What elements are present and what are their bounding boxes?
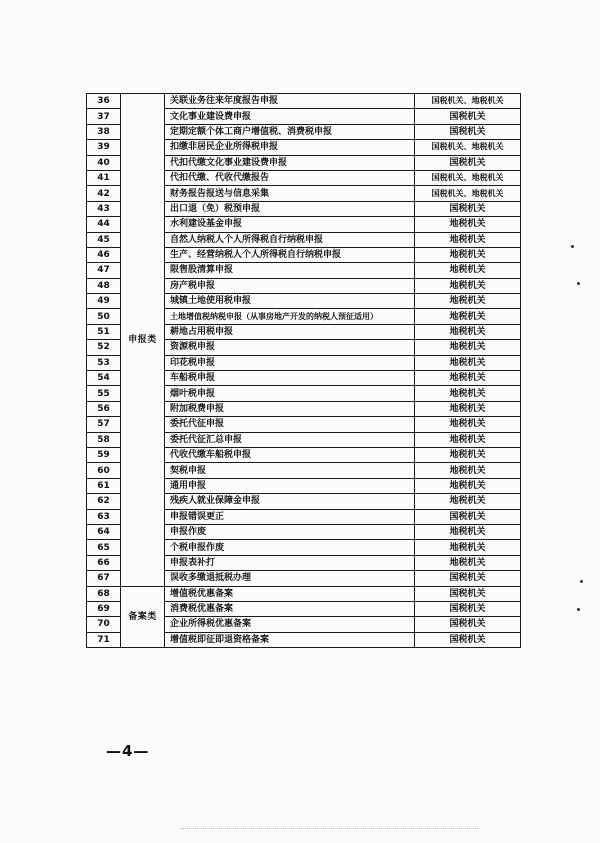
responsible-authority: 地税机关 (415, 278, 521, 293)
row-number: 70 (87, 617, 121, 632)
responsible-authority: 国税机关、地税机关 (415, 140, 521, 155)
service-item: 印花税申报 (165, 355, 415, 370)
row-number: 69 (87, 601, 121, 616)
scan-speck (571, 245, 574, 248)
service-item: 文化事业建设费申报 (165, 109, 415, 124)
responsible-authority: 国税机关 (415, 601, 521, 616)
row-number: 61 (87, 478, 121, 493)
row-number: 60 (87, 463, 121, 478)
responsible-authority: 地税机关 (415, 247, 521, 262)
service-item: 代扣代缴文化事业建设费申报 (165, 155, 415, 170)
service-item: 土地增值税纳税申报（从事房地产开发的纳税人预征适用） (165, 309, 415, 324)
row-number: 41 (87, 170, 121, 185)
responsible-authority: 国税机关、地税机关 (415, 94, 521, 109)
service-item: 耕地占用税申报 (165, 324, 415, 339)
responsible-authority: 国税机关、地税机关 (415, 186, 521, 201)
responsible-authority: 地税机关 (415, 355, 521, 370)
row-number: 67 (87, 571, 121, 586)
service-item: 生产、经营纳税人个人所得税自行纳税申报 (165, 247, 415, 262)
row-number: 57 (87, 417, 121, 432)
responsible-authority: 地税机关 (415, 340, 521, 355)
row-number: 50 (87, 309, 121, 324)
service-item: 企业所得税优惠备案 (165, 617, 415, 632)
service-item: 申报作废 (165, 524, 415, 539)
responsible-authority: 地税机关 (415, 432, 521, 447)
row-number: 65 (87, 540, 121, 555)
table-row (87, 586, 521, 601)
service-item: 水利建设基金申报 (165, 217, 415, 232)
service-item: 增值税优惠备案 (165, 586, 415, 601)
responsible-authority: 国税机关、地税机关 (415, 170, 521, 185)
row-number: 71 (87, 632, 121, 647)
tax-service-table (86, 93, 521, 648)
row-number: 68 (87, 586, 121, 601)
responsible-authority: 地税机关 (415, 324, 521, 339)
service-item: 烟叶税申报 (165, 386, 415, 401)
responsible-authority: 地税机关 (415, 463, 521, 478)
row-number: 36 (87, 94, 121, 109)
service-item: 资源税申报 (165, 340, 415, 355)
responsible-authority: 国税机关 (415, 509, 521, 524)
row-number: 49 (87, 294, 121, 309)
service-item: 自然人纳税人个人所得税自行纳税申报 (165, 232, 415, 247)
responsible-authority: 国税机关 (415, 124, 521, 139)
responsible-authority: 地税机关 (415, 555, 521, 570)
service-item: 代扣代缴、代收代缴报告 (165, 170, 415, 185)
responsible-authority: 国税机关 (415, 617, 521, 632)
category-filing: 备案类 (121, 586, 165, 648)
row-number: 43 (87, 201, 121, 216)
responsible-authority: 国税机关 (415, 109, 521, 124)
service-item: 财务报告报送与信息采集 (165, 186, 415, 201)
row-number: 42 (87, 186, 121, 201)
row-number: 55 (87, 386, 121, 401)
responsible-authority: 地税机关 (415, 417, 521, 432)
responsible-authority: 地税机关 (415, 263, 521, 278)
row-number: 37 (87, 109, 121, 124)
row-number: 45 (87, 232, 121, 247)
service-item: 误收多缴退抵税办理 (165, 571, 415, 586)
service-item: 扣缴非居民企业所得税申报 (165, 140, 415, 155)
row-number: 56 (87, 401, 121, 416)
responsible-authority: 国税机关 (415, 632, 521, 647)
row-number: 46 (87, 247, 121, 262)
scan-speck (580, 580, 583, 583)
responsible-authority: 地税机关 (415, 309, 521, 324)
responsible-authority: 地税机关 (415, 540, 521, 555)
service-item: 定期定额个体工商户增值税、消费税申报 (165, 124, 415, 139)
service-item: 城镇土地使用税申报 (165, 294, 415, 309)
row-number: 51 (87, 324, 121, 339)
row-number: 64 (87, 524, 121, 539)
service-item: 申报表补打 (165, 555, 415, 570)
row-number: 48 (87, 278, 121, 293)
service-item: 申报错误更正 (165, 509, 415, 524)
responsible-authority: 国税机关 (415, 571, 521, 586)
service-item: 消费税优惠备案 (165, 601, 415, 616)
responsible-authority: 地税机关 (415, 524, 521, 539)
service-item: 残疾人就业保障金申报 (165, 494, 415, 509)
responsible-authority: 地税机关 (415, 232, 521, 247)
row-number: 59 (87, 447, 121, 462)
service-item: 个税申报作废 (165, 540, 415, 555)
category-declaration: 申报类 (121, 94, 165, 587)
service-item: 附加税费申报 (165, 401, 415, 416)
scan-edge-artifact (180, 828, 480, 830)
scan-speck (577, 608, 580, 611)
row-number: 63 (87, 509, 121, 524)
row-number: 40 (87, 155, 121, 170)
service-item: 代收代缴车船税申报 (165, 447, 415, 462)
row-number: 53 (87, 355, 121, 370)
tax-table-body (87, 94, 521, 648)
service-item: 出口退（免）税预申报 (165, 201, 415, 216)
service-item: 委托代征申报 (165, 417, 415, 432)
service-item: 限售股清算申报 (165, 263, 415, 278)
responsible-authority: 国税机关 (415, 201, 521, 216)
row-number: 58 (87, 432, 121, 447)
service-item: 车船税申报 (165, 371, 415, 386)
service-item: 委托代征汇总申报 (165, 432, 415, 447)
scan-speck (577, 282, 580, 285)
responsible-authority: 地税机关 (415, 371, 521, 386)
row-number: 52 (87, 340, 121, 355)
service-item: 关联业务往来年度报告申报 (165, 94, 415, 109)
responsible-authority: 国税机关 (415, 155, 521, 170)
row-number: 39 (87, 140, 121, 155)
responsible-authority: 地税机关 (415, 386, 521, 401)
row-number: 47 (87, 263, 121, 278)
row-number: 54 (87, 371, 121, 386)
service-item: 通用申报 (165, 478, 415, 493)
responsible-authority: 地税机关 (415, 447, 521, 462)
service-item: 增值税即征即退资格备案 (165, 632, 415, 647)
row-number: 66 (87, 555, 121, 570)
responsible-authority: 地税机关 (415, 217, 521, 232)
responsible-authority: 地税机关 (415, 494, 521, 509)
table-row (87, 94, 521, 109)
row-number: 38 (87, 124, 121, 139)
responsible-authority: 地税机关 (415, 478, 521, 493)
row-number: 62 (87, 494, 121, 509)
service-item: 契税申报 (165, 463, 415, 478)
service-item: 房产税申报 (165, 278, 415, 293)
responsible-authority: 国税机关 (415, 586, 521, 601)
responsible-authority: 地税机关 (415, 401, 521, 416)
page-number: —4— (106, 742, 150, 760)
row-number: 44 (87, 217, 121, 232)
responsible-authority: 地税机关 (415, 294, 521, 309)
